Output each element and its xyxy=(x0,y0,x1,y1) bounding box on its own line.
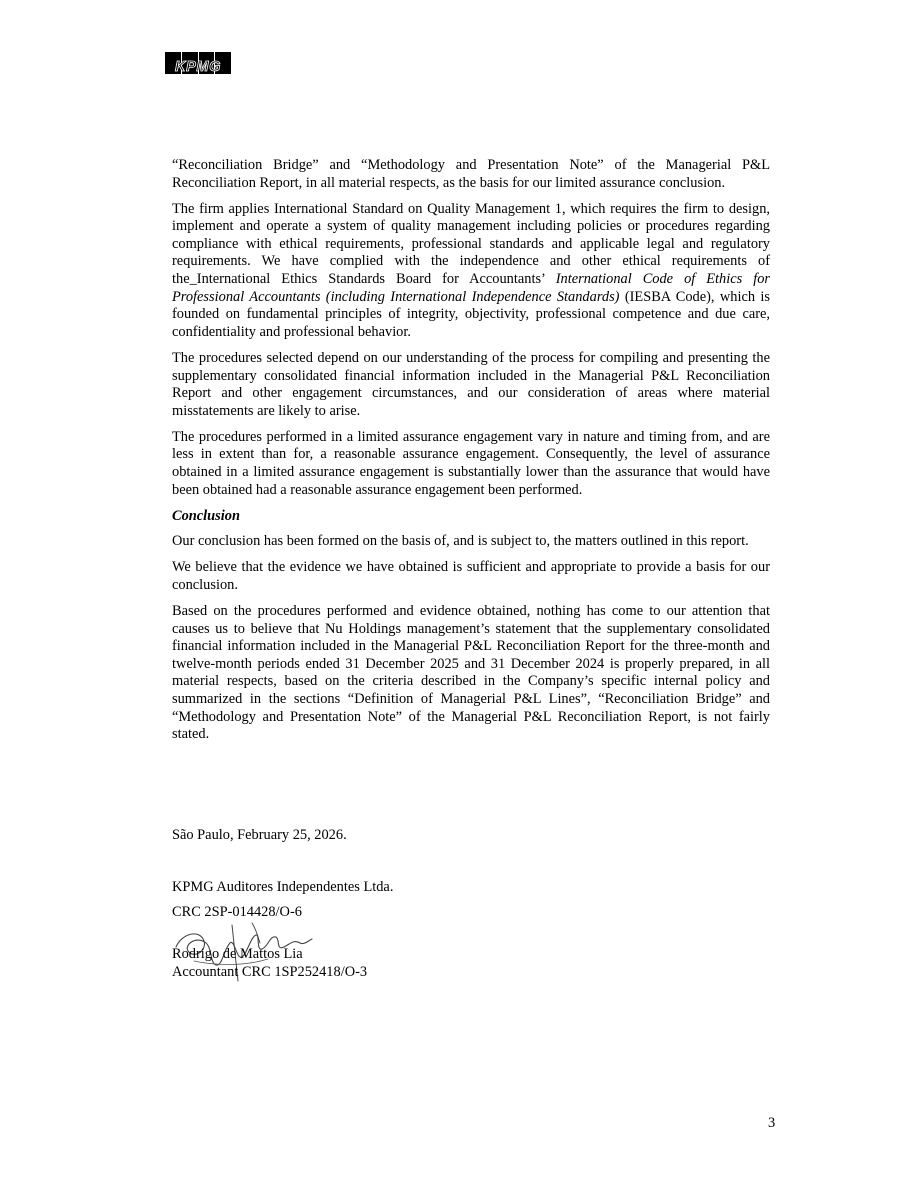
signer-title: Accountant CRC 1SP252418/O-3 xyxy=(172,964,368,980)
signature-date: São Paulo, February 25, 2026. xyxy=(172,827,347,843)
paragraph-evidence: We believe that the evidence we have obtained is sufficient and appropriate to provide a basis for our conclusion. xyxy=(172,559,770,593)
kpmg-logo xyxy=(165,52,231,75)
paragraph-quality-management-part1: The firm applies International Standard on Quality Management 1, which requires the firm to design, implement and operate a system of quality management including policies or procedures regarding compliance with ethical requirements, professional standards and applicable legal and regulatory requirements. We have complied with the independence and other ethical requirements of the_International Ethics Standards Board for Accountants’ xyxy=(172,200,770,288)
paragraph-quality-management-part2: (IESBA Code), which is founded on fundamental principles of integrity, objectivity, professional competence and due care, confidentiality and professional behavior. xyxy=(172,288,770,340)
firm-crc: CRC 2SP-014428/O-6 xyxy=(172,904,302,920)
report-body xyxy=(172,157,770,752)
iesba-code-title: International Code of Ethics for Professional Accountants (including International Independence Standards) xyxy=(172,271,770,305)
paragraph-procedures-performed: The procedures performed in a limited assurance engagement vary in nature and timing from, and are less in extent than for, a reasonable assurance engagement. Consequently, the level of assurance obtained in a limited assurance engagement is substantially lower than the assurance that would have been obtained had a reasonable assurance engagement been performed. xyxy=(172,428,770,498)
firm-name: KPMG Auditores Independentes Ltda. xyxy=(172,879,394,895)
paragraph-quality-management xyxy=(172,201,770,342)
paragraph-conclusion-basis: Our conclusion has been formed on the basis of, and is subject to, the matters outlined in this report. xyxy=(172,533,749,550)
paragraph-procedures-selected: The procedures selected depend on our understanding of the process for compiling and presenting the supplementary consolidated financial information included in the Managerial P&L Reconciliation Report and other engagement circumstances, and our consideration of areas where material misstatements are likely to arise. xyxy=(172,349,770,419)
paragraph-basis: “Reconciliation Bridge” and “Methodology and Presentation Note” of the Managerial P&L Reconciliation Report, in all material respects, as the basis for our limited assurance conclusion. xyxy=(172,157,770,191)
signer-name: Rodrigo de Mattos Lia xyxy=(172,946,303,962)
page-number: 3 xyxy=(768,1115,776,1131)
signer-block xyxy=(172,945,572,981)
conclusion-heading: Conclusion xyxy=(172,507,240,524)
paragraph-conclusion-statement: Based on the procedures performed and evidence obtained, nothing has come to our attention that causes us to believe that Nu Holdings management’s statement that the supplementary consolidated financial information included in the Managerial P&L Reconciliation Report for the three-month and twelve-month periods ended 31 December 2025 and 31 December 2024 is properly prepared, in all material respects, based on the criteria described in the Company’s specific internal policy and summarized in the sections “Definition of Managerial P&L Lines”, “Reconciliation Bridge” and “Methodology and Presentation Note” of the Managerial P&L Reconciliation Report, is not fairly stated. xyxy=(172,603,770,743)
logo-text: KPMG xyxy=(175,59,221,75)
